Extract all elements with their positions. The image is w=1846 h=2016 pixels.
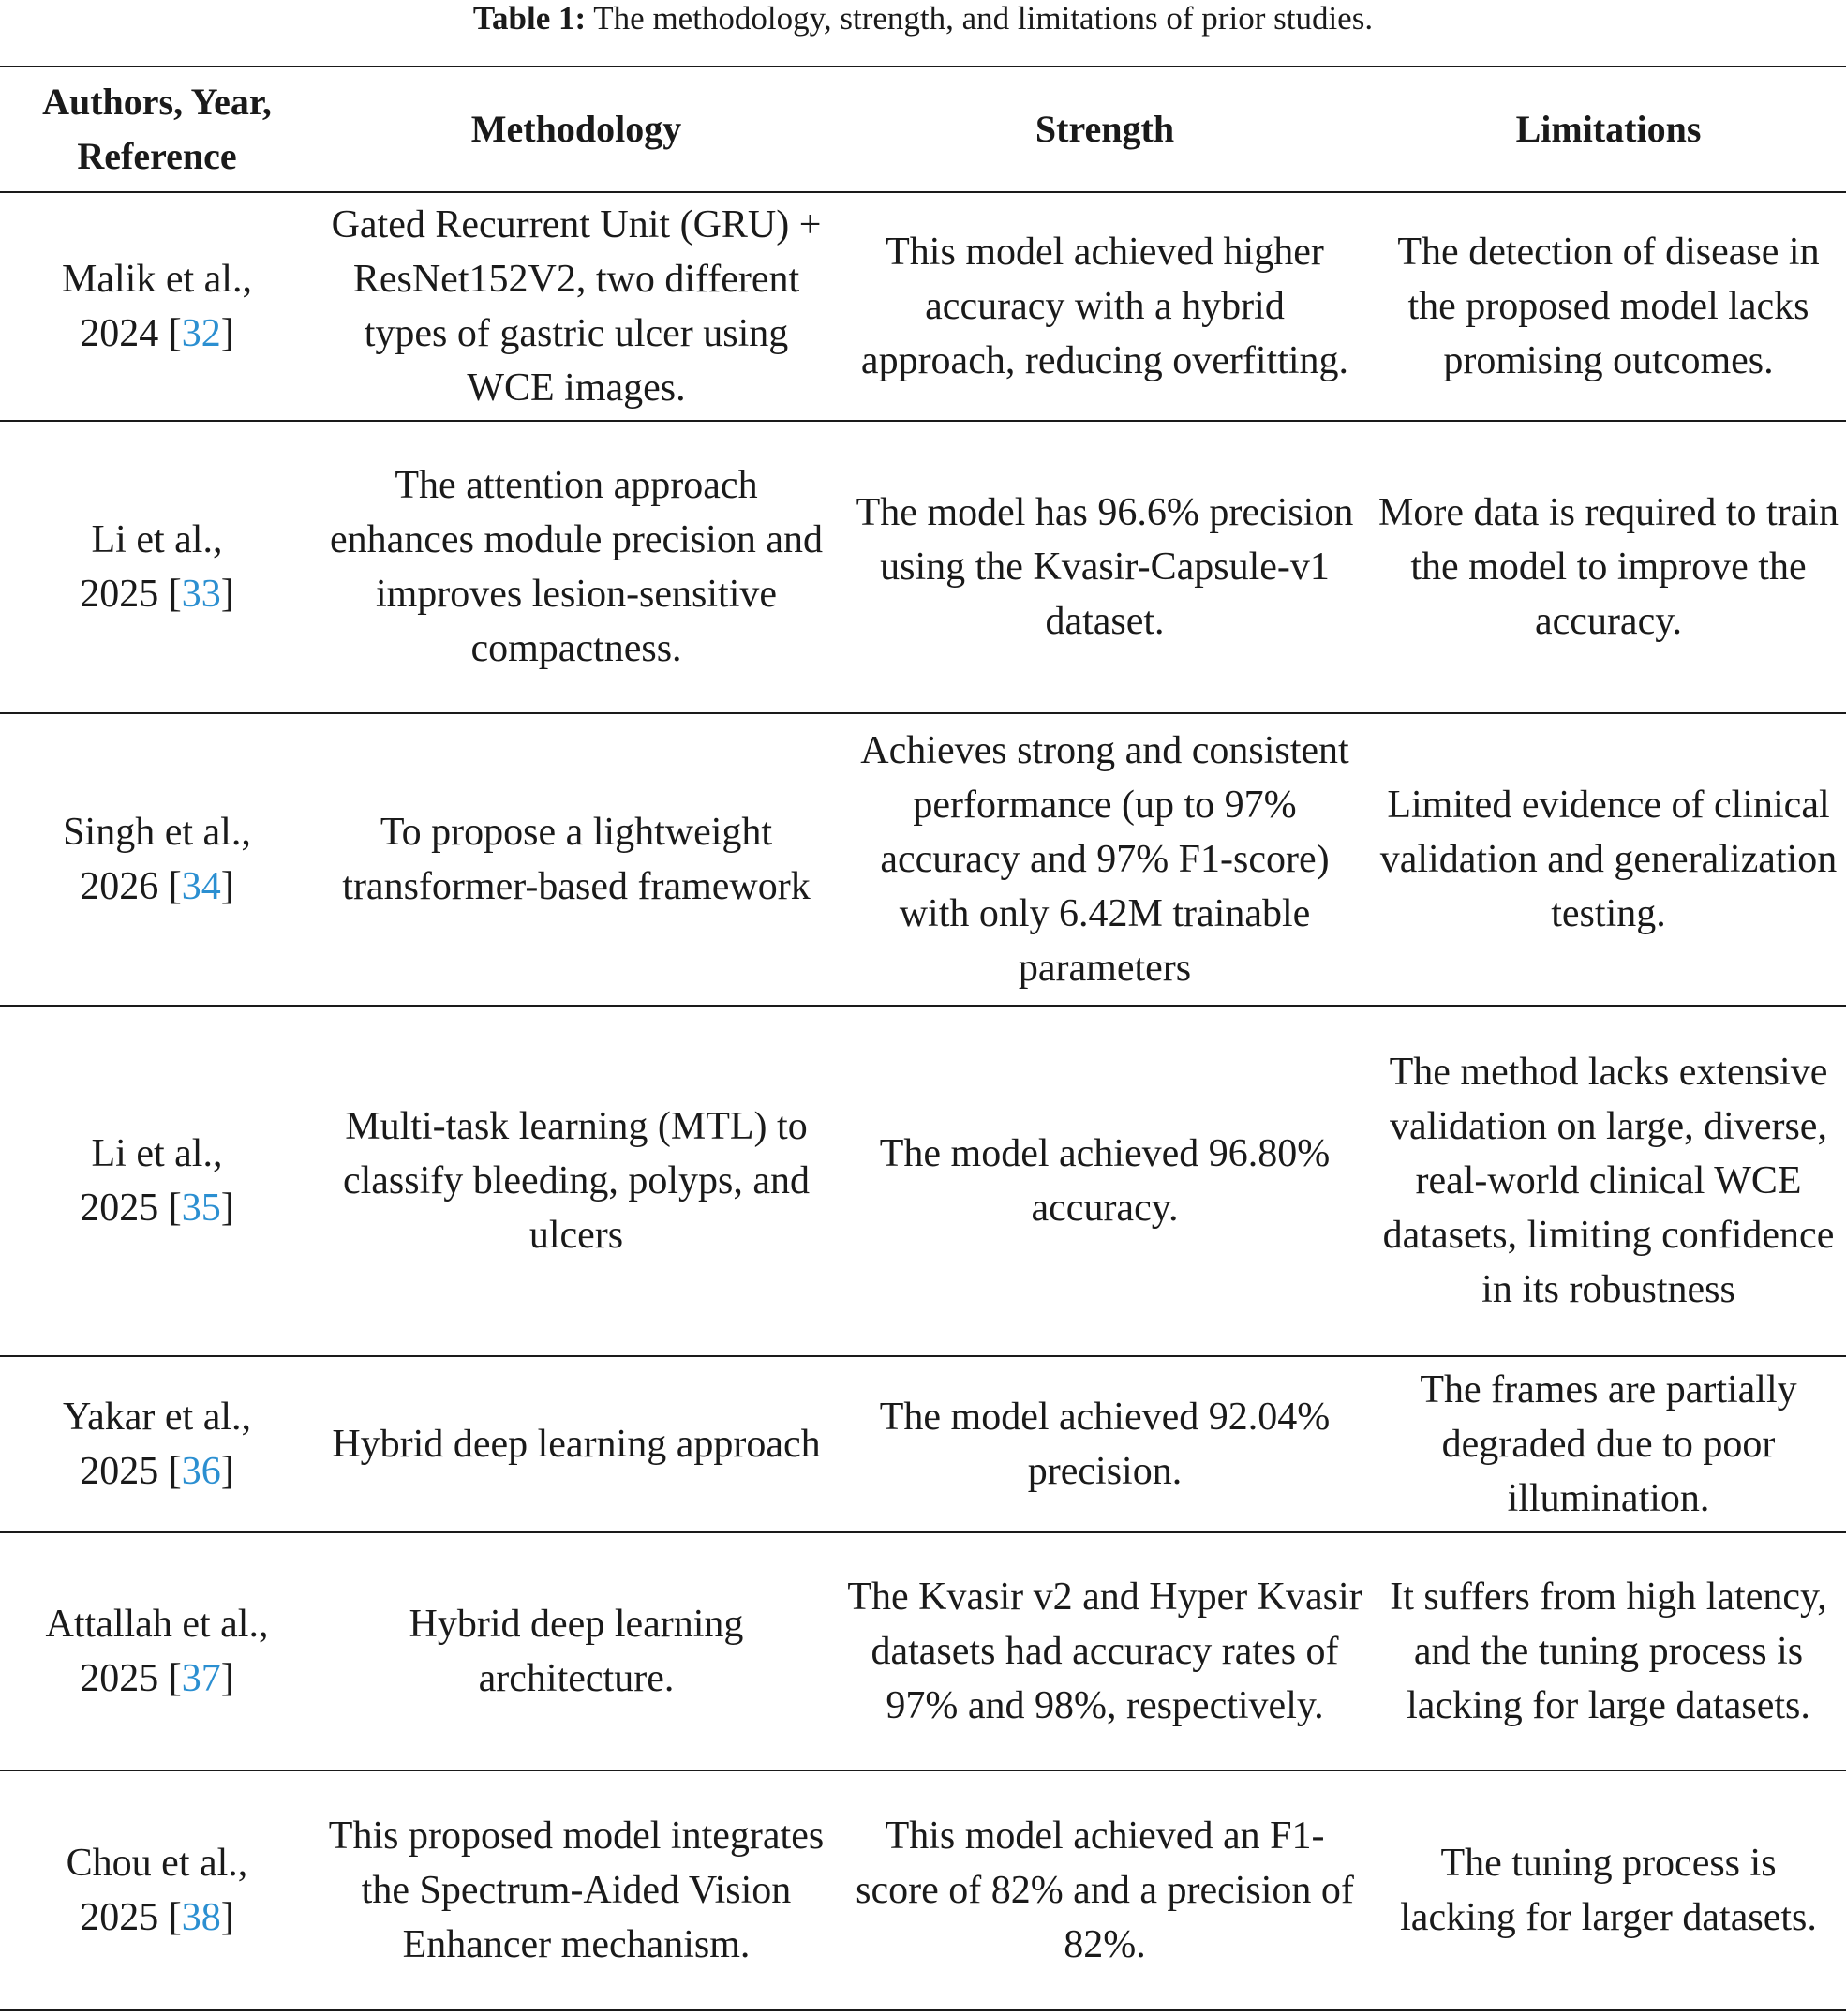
reference-link[interactable]: 36: [181, 1450, 221, 1493]
table-row: [0, 713, 1846, 1006]
table-caption-label: Table 1:: [472, 0, 587, 37]
author-year: 2024: [80, 312, 159, 355]
table-row: [0, 192, 1846, 421]
methodology-cell: The attention approach enhances module precision and improves lesion-sensitive compactness.: [330, 464, 823, 670]
author-cell: Yakar et al., 2025 [36]: [62, 1396, 252, 1493]
table-header: [0, 67, 1846, 192]
author-year: 2025: [80, 1450, 159, 1493]
author-year: 2025: [80, 1896, 159, 1939]
table-row: [0, 1532, 1846, 1770]
author-cell: Attallah et al., 2025 [37]: [45, 1603, 269, 1700]
strength-cell: Achieves strong and consistent performance (up to 97% accuracy and 97% F1-score) with only 6.42M trainable parameters: [860, 729, 1349, 990]
table-caption: [0, 0, 1846, 41]
author-name: Li et al.,: [91, 1132, 223, 1175]
methodology-cell: This proposed model integrates the Spectrum-Aided Vision Enhancer mechanism.: [328, 1814, 825, 1966]
methodology-cell: Gated Recurrent Unit (GRU) + ResNet152V2, two different types of gastric ulcer using WCE images.: [331, 203, 822, 410]
strength-cell: The model achieved 92.04% precision.: [879, 1396, 1331, 1493]
header-authors: Authors, Year, Reference: [42, 81, 272, 177]
table-row: [0, 1006, 1846, 1356]
header-methodology: Methodology: [470, 108, 682, 150]
prior-studies-table: [0, 66, 1846, 2011]
author-year: 2025: [80, 1657, 159, 1700]
strength-cell: The Kvasir v2 and Hyper Kvasir datasets had accuracy rates of 97% and 98%, respectively.: [847, 1575, 1362, 1727]
limitations-cell: It suffers from high latency, and the tuning process is lacking for large datasets.: [1390, 1575, 1827, 1727]
methodology-cell: Multi-task learning (MTL) to classify bleeding, polyps, and ulcers: [342, 1105, 811, 1257]
reference-link[interactable]: 33: [181, 573, 221, 616]
methodology-cell: Hybrid deep learning architecture.: [409, 1603, 744, 1700]
author-year: 2025: [80, 1187, 159, 1230]
author-year: 2025: [80, 573, 159, 616]
methodology-cell: Hybrid deep learning approach: [332, 1423, 821, 1466]
author-cell: Li et al., 2025 [33]: [80, 518, 234, 616]
author-cell: Singh et al., 2026 [34]: [63, 811, 251, 908]
author-name: Chou et al.,: [66, 1842, 248, 1885]
author-cell: Li et al., 2025 [35]: [80, 1132, 234, 1230]
author-cell: Chou et al., 2025 [38]: [66, 1842, 248, 1939]
limitations-cell: The tuning process is lacking for larger datasets.: [1400, 1842, 1817, 1939]
header-limitations: Limitations: [1515, 108, 1702, 150]
methodology-cell: To propose a lightweight transformer-based framework: [342, 811, 811, 908]
author-name: Attallah et al.,: [45, 1603, 269, 1646]
table-row: [0, 1770, 1846, 2010]
reference-link[interactable]: 34: [181, 865, 221, 908]
reference-link[interactable]: 32: [181, 312, 221, 355]
limitations-cell: More data is required to train the model to improve the accuracy.: [1378, 491, 1839, 643]
reference-link[interactable]: 35: [181, 1187, 221, 1230]
limitations-cell: The detection of disease in the proposed model lacks promising outcomes.: [1397, 231, 1820, 382]
author-year: 2026: [80, 865, 159, 908]
strength-cell: The model achieved 96.80% accuracy.: [879, 1132, 1331, 1230]
header-row: [0, 67, 1846, 192]
table-body: [0, 192, 1846, 2010]
strength-cell: This model achieved higher accuracy with a hybrid approach, reducing overfitting.: [860, 231, 1349, 382]
table-caption-text: The methodology, strength, and limitations of prior studies.: [586, 0, 1374, 37]
limitations-cell: Limited evidence of clinical validation and generalization testing.: [1379, 784, 1838, 935]
strength-cell: The model has 96.6% precision using the Kvasir-Capsule-v1 dataset.: [856, 491, 1354, 643]
author-name: Malik et al.,: [62, 258, 252, 301]
strength-cell: This model achieved an F1-score of 82% and a precision of 82%.: [856, 1814, 1354, 1966]
reference-link[interactable]: 37: [181, 1657, 221, 1700]
author-name: Singh et al.,: [63, 811, 251, 854]
limitations-cell: The frames are partially degraded due to poor illumination.: [1420, 1368, 1797, 1520]
table-row: [0, 1356, 1846, 1532]
author-name: Li et al.,: [91, 518, 223, 561]
reference-link[interactable]: 38: [181, 1896, 221, 1939]
table-row: [0, 421, 1846, 713]
limitations-cell: The method lacks extensive validation on large, diverse, real-world clinical WCE datasets, limiting confidence in its robustness: [1382, 1051, 1835, 1311]
author-cell: Malik et al., 2024 [32]: [62, 258, 252, 355]
author-name: Yakar et al.,: [62, 1396, 252, 1439]
header-strength: Strength: [1035, 108, 1175, 150]
